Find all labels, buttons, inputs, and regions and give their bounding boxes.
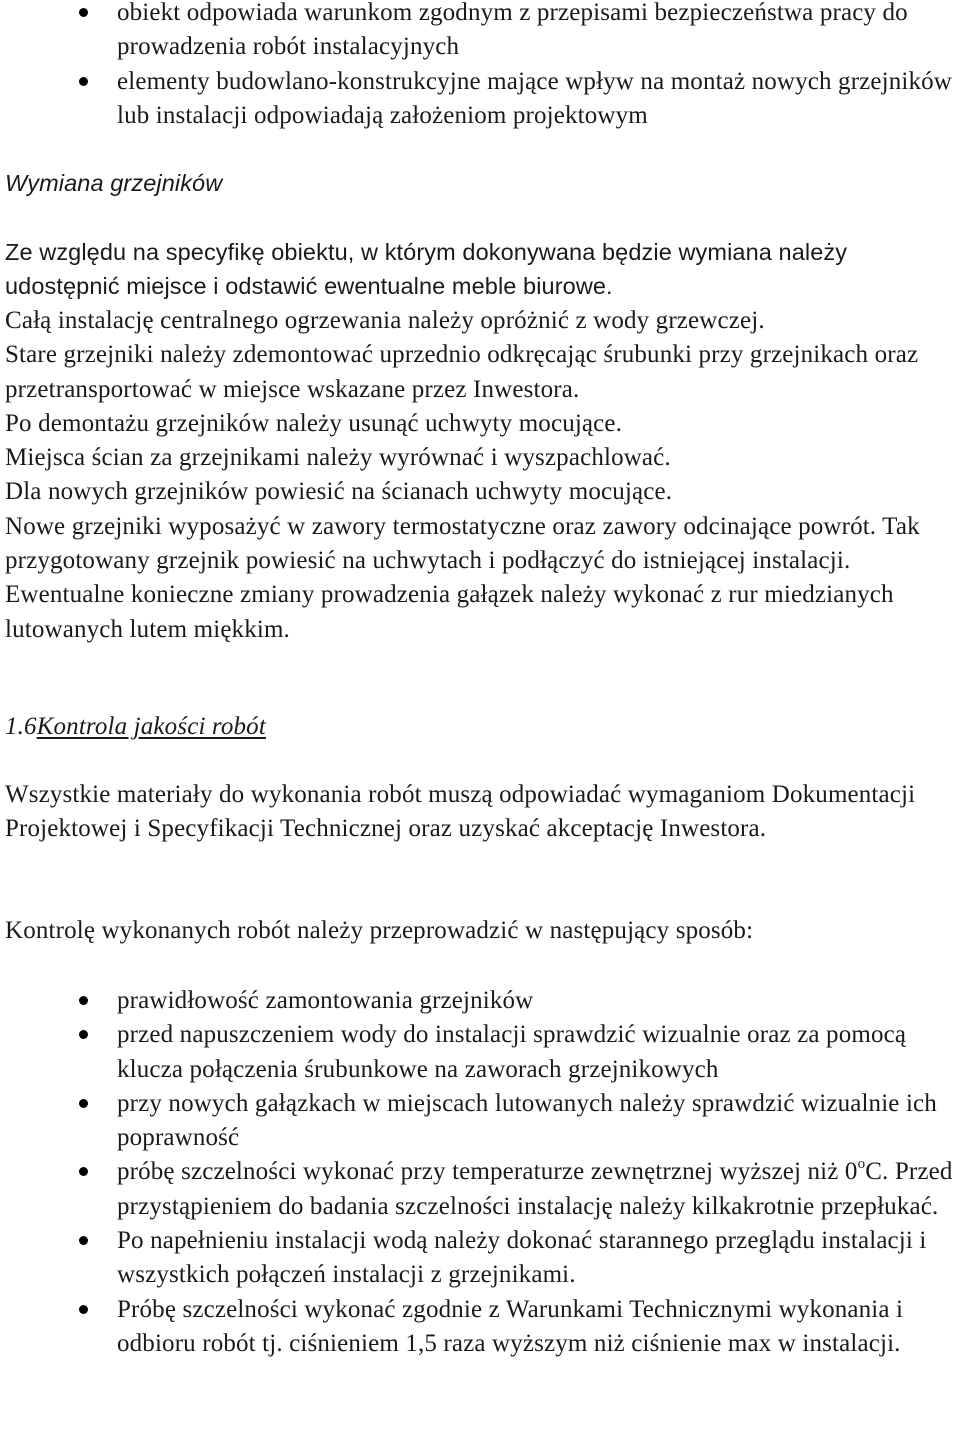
list-item-text: przy nowych gałązkach w miejscach lutowanych należy sprawdzić wizualnie ich poprawność (117, 1089, 937, 1152)
section-title-wymiana: Wymiana grzejników (5, 170, 223, 196)
list-item-text: Po napełnieniu instalacji wodą należy dokonać starannego przeglądu instalacji i wszystkich połączeń instalacji z grzejnikami. (117, 1227, 927, 1289)
list-item (0, 1224, 960, 1293)
list-item-text-part: próbę szczelności wykonać przy temperaturze zewnętrznej wyższej niż 0 (117, 1158, 858, 1186)
bullet-icon (79, 996, 88, 1005)
paragraph: Ze względu na specyfikę obiektu, w którym dokonywana będzie wymiana należy udostępnić miejsce i odstawić ewentualne meble biurowe. (5, 239, 848, 300)
section-wymiana-body (5, 235, 955, 304)
bullet-icon (79, 1099, 88, 1108)
section-heading-kontrola (5, 710, 955, 744)
paragraph: Po demontażu grzejników należy usunąć uchwyty mocujące. (5, 409, 623, 437)
paragraph: Całą instalację centralnego ogrzewania należy opróżnić z wody grzewczej. (5, 307, 765, 334)
paragraph: Kontrolę wykonanych robót należy przeprowadzić w następujący sposób: (5, 917, 754, 944)
section-number: 1.6 (5, 713, 37, 740)
paragraph: Ewentualne konieczne zmiany prowadzenia gałązek należy wykonać z rur miedzianych lutowanych lutem miękkim. (5, 581, 894, 643)
section-wymiana-lines (5, 304, 955, 647)
bullet-icon (79, 1030, 88, 1039)
bullet-icon (79, 8, 88, 17)
paragraph: Wszystkie materiały do wykonania robót muszą odpowiadać wymaganiom Dokumentacji Projektowej i Specyfikacji Technicznej oraz uzyskać akceptację Inwestora. (5, 781, 916, 843)
paragraph: Miejsca ścian za grzejnikami należy wyrównać i wyszpachlować. (5, 444, 671, 472)
bullet-icon (79, 1236, 88, 1245)
top-bullet-list (0, 0, 960, 133)
section-title: Kontrola jakości robót (36, 713, 266, 740)
list-item (0, 1155, 960, 1224)
list-item-text: przed napuszczeniem wody do instalacji sprawdzić wizualnie oraz za pomocą klucza połączenia śrubunkowe na zaworach grzejnikowych (117, 1021, 907, 1083)
bullet-icon (79, 77, 88, 86)
list-item-text: elementy budowlano-konstrukcyjne mające wpływ na montaż nowych grzejników lub instalacji odpowiadają założeniom projektowym (117, 67, 953, 129)
list-item-text: prawidłowość zamontowania grzejników (117, 987, 534, 1014)
list-item (0, 1087, 960, 1156)
list-item (0, 1293, 960, 1362)
bullet-icon (79, 1167, 88, 1176)
degree-superscript: o (857, 1156, 866, 1173)
list-item-text (117, 1158, 953, 1219)
paragraph: Dla nowych grzejników powiesić na ścianach uchwyty mocujące. (5, 478, 673, 506)
paragraph: Nowe grzejniki wyposażyć w zawory termostatyczne oraz zawory odcinające powrót. Tak przygotowany grzejnik powiesić na uchwytach i podłączyć do istniejącej instalacji. (5, 512, 920, 575)
list-item (0, 984, 960, 1018)
list-item-text-part: C. Przed przystąpieniem do badania szczelności instalację należy kilkakrotnie przepłukać. (117, 1158, 953, 1220)
bullet-icon (79, 1305, 88, 1314)
list-item-text: Próbę szczelności wykonać zgodnie z Warunkami Technicznymi wykonania i odbioru robót tj. ciśnieniem 1,5 raza wyższym niż ciśnienie max w instalacji. (117, 1295, 904, 1357)
list-item (0, 0, 960, 65)
kontrola-bullet-list (0, 984, 960, 1361)
list-item-text: obiekt odpowiada warunkom zgodnym z przepisami bezpieczeństwa pracy do prowadzenia robót instalacyjnych (117, 0, 908, 61)
paragraph: Stare grzejniki należy zdemontować uprzednio odkręcając śrubunki przy grzejnikach oraz przetransportować w miejsce wskazane przez Inwestora. (5, 341, 919, 403)
list-item (0, 1018, 960, 1087)
list-item (0, 65, 960, 134)
